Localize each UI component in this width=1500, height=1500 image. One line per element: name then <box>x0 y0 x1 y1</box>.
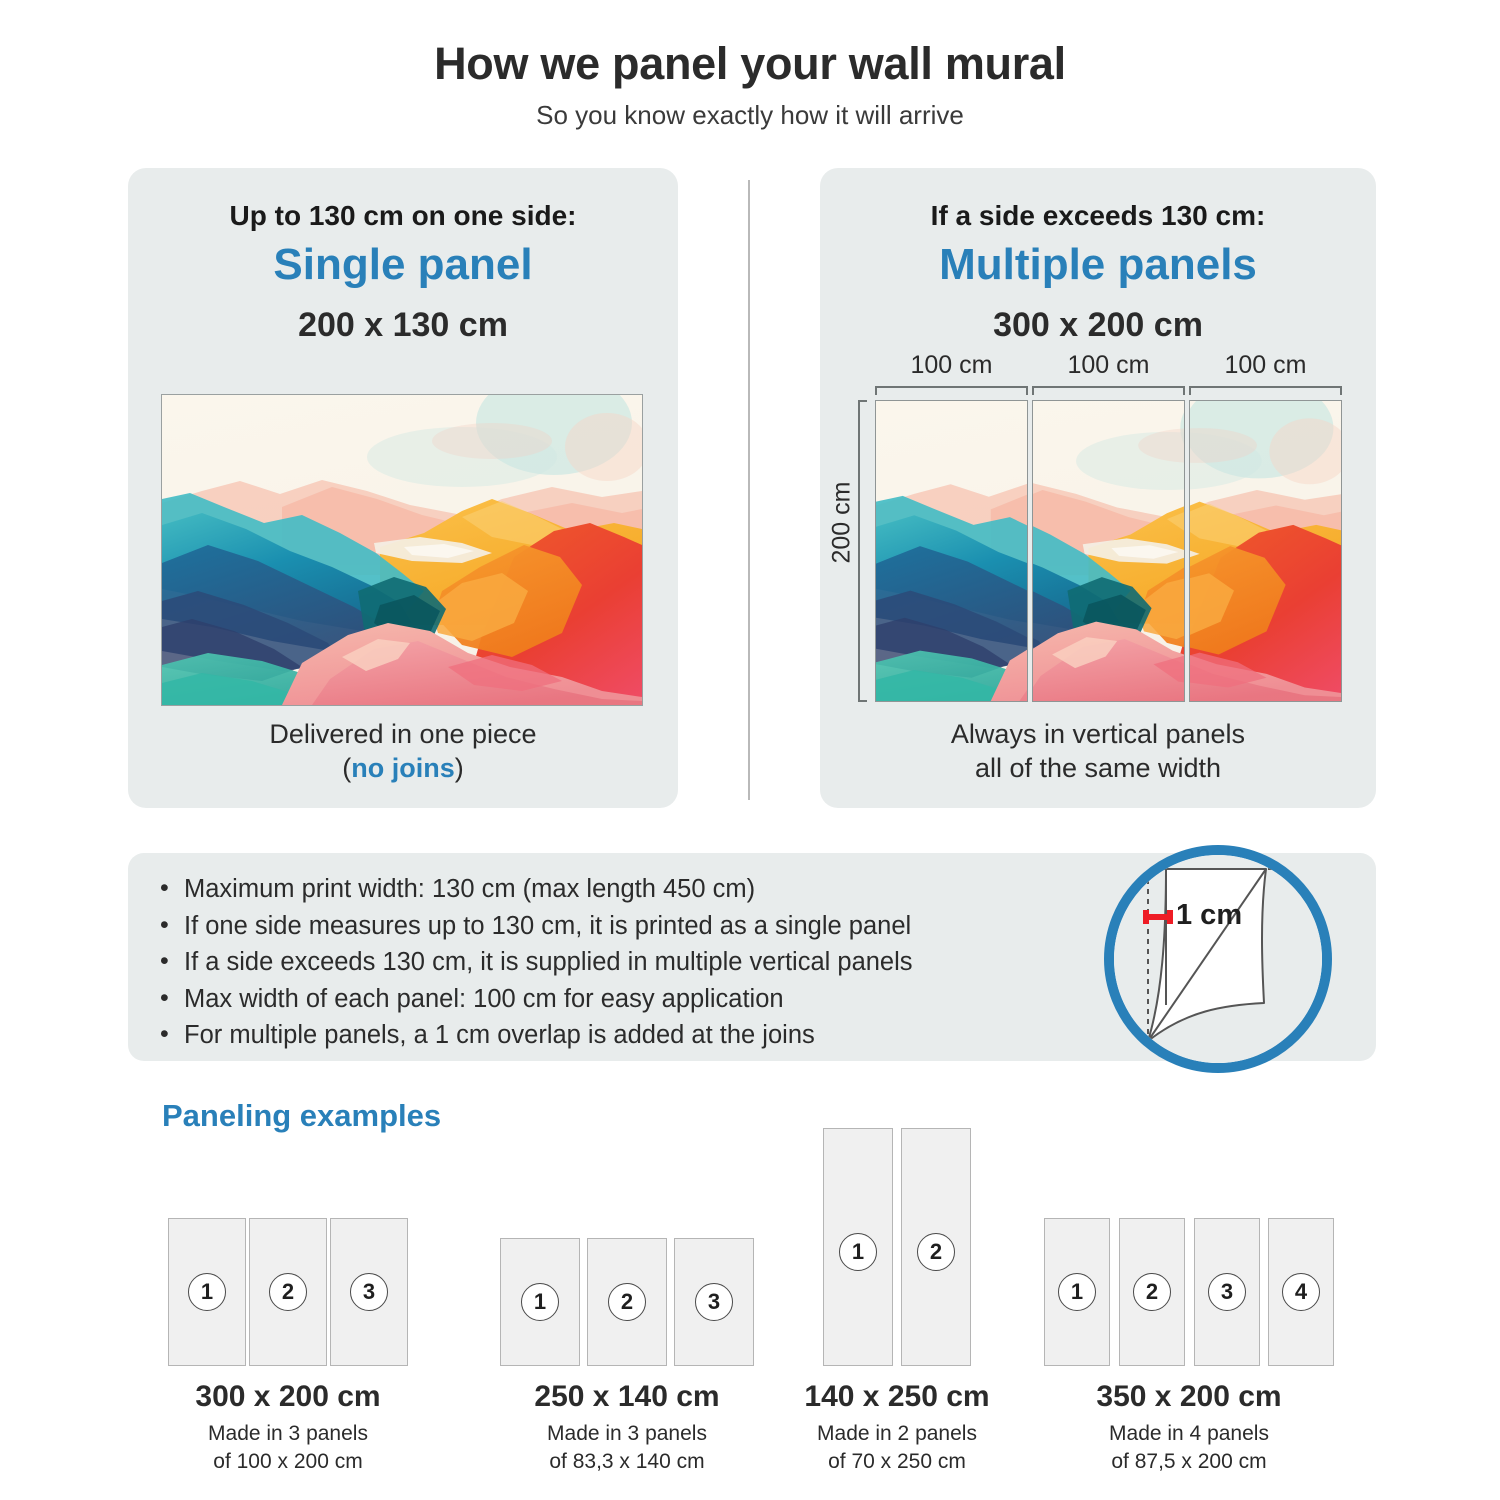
no-joins-accent: no joins <box>351 753 455 784</box>
mural-panel-2 <box>1032 400 1185 702</box>
example-desc-line1: Made in 4 panels <box>1109 1422 1269 1445</box>
example-size-label: 350 x 200 cm <box>1096 1380 1282 1413</box>
panel-width-bracket-3 <box>1189 386 1342 395</box>
list-item: • Max width of each panel: 100 cm for easy application <box>156 981 913 1018</box>
list-item: • If a side exceeds 130 cm, it is supplied in multiple vertical panels <box>156 944 913 981</box>
watercolor-landscape-slice-icon <box>1189 401 1342 701</box>
page-subtitle: So you know exactly how it will arrive <box>536 100 964 130</box>
panel-width-label-3: 100 cm <box>1224 351 1307 379</box>
example-250x140 <box>500 1238 754 1473</box>
example-desc-line1: Made in 3 panels <box>208 1422 368 1445</box>
example-size-label: 300 x 200 cm <box>195 1380 381 1413</box>
panel-number-badge: 3 <box>695 1283 733 1321</box>
multi-panel-caption-line2: all of the same width <box>974 753 1222 784</box>
example-desc-line2: of 100 x 200 cm <box>213 1450 363 1473</box>
panel-height-label: 200 cm <box>827 481 856 564</box>
mural-panel-1 <box>875 400 1028 702</box>
single-panel-caption <box>128 717 678 786</box>
list-item: • Maximum print width: 130 cm (max length 450 cm) <box>156 871 913 908</box>
panel-height-bracket <box>858 400 867 702</box>
example-desc-line2: of 87,5 x 200 cm <box>1111 1450 1267 1473</box>
multi-panel-caption-line1: Always in vertical panels <box>950 718 1246 749</box>
panel-number-badge: 2 <box>608 1283 646 1321</box>
single-panel-caption-line1: Delivered in one piece <box>269 718 537 749</box>
panel-number-badge: 1 <box>188 1273 226 1311</box>
panel-number-badge: 1 <box>521 1283 559 1321</box>
example-desc-line1: Made in 3 panels <box>547 1422 707 1445</box>
single-panel-headline: Single panel <box>273 240 533 289</box>
watercolor-landscape-icon <box>162 395 642 705</box>
panel-width-bracket-2 <box>1032 386 1185 395</box>
example-desc-line2: of 83,3 x 140 cm <box>549 1450 705 1473</box>
paren-close: ) <box>454 753 464 784</box>
single-panel-size: 200 x 130 cm <box>298 306 508 344</box>
card-divider <box>748 180 750 800</box>
mural-panel-3 <box>1189 400 1342 702</box>
panel-number-badge: 3 <box>350 1273 388 1311</box>
panel-width-label-2: 100 cm <box>1067 351 1150 379</box>
multiple-panels-card <box>820 168 1376 808</box>
peeling-wallpaper-corner-icon <box>1114 855 1322 1063</box>
watercolor-landscape-slice-icon <box>1032 401 1185 701</box>
list-item: • If one side measures up to 130 cm, it is printed as a single panel <box>156 908 913 945</box>
panel-width-bracket-1 <box>875 386 1028 395</box>
panel-number-badge: 3 <box>1208 1273 1246 1311</box>
list-item: • For multiple panels, a 1 cm overlap is added at the joins <box>156 1017 913 1054</box>
example-300x200 <box>168 1218 408 1473</box>
multi-panel-size: 300 x 200 cm <box>993 306 1203 344</box>
paren-open: ( <box>342 753 352 784</box>
example-desc-line2: of 70 x 250 cm <box>828 1450 966 1473</box>
example-desc-line1: Made in 2 panels <box>817 1422 977 1445</box>
mural-artwork-single <box>161 394 643 706</box>
panel-width-label-1: 100 cm <box>910 351 993 379</box>
overlap-detail-circle <box>1104 845 1332 1073</box>
panel-number-badge: 1 <box>839 1233 877 1271</box>
page-title: How we panel your wall mural <box>434 38 1066 89</box>
panel-number-badge: 4 <box>1282 1273 1320 1311</box>
multi-panel-kicker: If a side exceeds 130 cm: <box>930 200 1266 231</box>
single-panel-kicker: Up to 130 cm on one side: <box>229 200 577 231</box>
panel-number-badge: 2 <box>917 1233 955 1271</box>
example-size-label: 250 x 140 cm <box>534 1380 720 1413</box>
example-350x200 <box>1044 1218 1334 1473</box>
specification-bullet-list <box>156 871 913 1054</box>
multi-panel-caption <box>820 717 1376 786</box>
example-size-label: 140 x 250 cm <box>804 1380 990 1413</box>
overlap-measure-label: 1 cm <box>1176 899 1243 931</box>
panel-number-badge: 1 <box>1058 1273 1096 1311</box>
watercolor-landscape-slice-icon <box>876 401 1028 701</box>
example-140x250 <box>804 1128 990 1473</box>
panel-number-badge: 2 <box>1133 1273 1171 1311</box>
single-panel-card <box>128 168 678 808</box>
single-panel-caption-line2 <box>128 751 678 786</box>
paneling-examples-title: Paneling examples <box>162 1098 442 1133</box>
multi-panel-headline: Multiple panels <box>939 240 1257 289</box>
panel-number-badge: 2 <box>269 1273 307 1311</box>
